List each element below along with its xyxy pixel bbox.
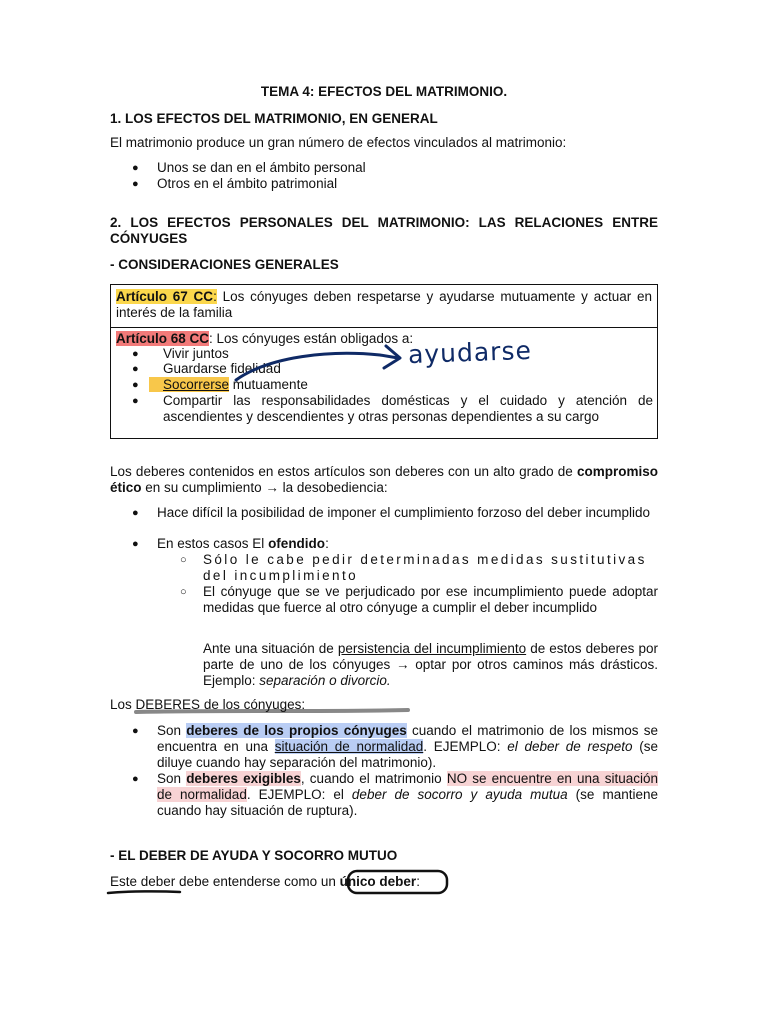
underline-stroke <box>108 891 180 893</box>
text-run: Son <box>157 771 187 786</box>
ofendido-term: ofendido <box>268 536 326 551</box>
persistencia-paragraph <box>203 641 658 689</box>
text-run: . EJEMPLO: <box>423 739 508 754</box>
section-2-subheading: - CONSIDERACIONES GENERALES <box>110 257 339 272</box>
socorro-term: deber de socorro y ayuda mutua <box>351 787 568 802</box>
bullet-dot: ● <box>132 538 139 550</box>
text-run: : <box>416 874 420 889</box>
propios-conyuges-term: deberes de los propios cónyuges <box>186 723 407 738</box>
article-68-label: Artículo 68 CC <box>116 331 210 346</box>
list-item <box>157 723 658 771</box>
article-67-label: Artículo 67 CC <box>116 289 214 304</box>
bullet-dot: ● <box>132 363 139 375</box>
bullet-dot: ● <box>132 395 139 407</box>
list-item: Unos se dan en el ámbito personal <box>157 160 366 175</box>
page-title: TEMA 4: EFECTOS DEL MATRIMONIO. <box>260 84 508 99</box>
sub-list-item: Sólo le cabe pedir determinadas medidas sustitutivas del incumplimiento <box>203 552 647 583</box>
no-normalidad-term: NO se encuentre en una situación de normalidad <box>157 771 658 802</box>
bullet-dot: ● <box>132 379 139 391</box>
section-3-heading: - EL DEBER DE AYUDA Y SOCORRO MUTUO <box>110 848 398 863</box>
respeto-term: el deber de respeto <box>507 739 633 754</box>
section-2-heading: 2. LOS EFECTOS PERSONALES DEL MATRIMONIO: LAS RELACIONES ENTRE CÓNYUGES <box>110 215 658 246</box>
bullet-dot: ● <box>132 725 139 737</box>
deberes-paragraph <box>110 464 658 496</box>
normalidad-term: situación de normalidad <box>274 739 424 754</box>
list-item: Otros en el ámbito patrimonial <box>157 176 338 191</box>
mutuamente-word: mutuamente <box>229 377 308 392</box>
section-3-text <box>110 874 658 890</box>
bullet-dot: ● <box>132 773 139 785</box>
text-run: , cuando el matrimonio <box>300 771 447 786</box>
sub-list-item: El cónyuge que se ve perjudicado por ese incumplimiento puede adoptar medidas que fuerce al otro cónyuge a cumplir el deber incumplido <box>203 584 658 615</box>
deberes-heading-line <box>110 697 658 713</box>
circle-bullet: ○ <box>180 586 187 598</box>
list-item <box>157 771 658 819</box>
text-run: cuando el matrimonio de los mismos se encuentra en una <box>157 723 658 754</box>
text-run: de los cónyuges: <box>200 697 306 712</box>
box-item-fidelidad: Guardarse fidelidad <box>163 361 281 376</box>
article-67-body: Los cónyuges deben respetarse y ayudarse mutuamente y actuar en interés de la familia <box>116 289 652 320</box>
text-run: (se diluye cuando hay separación del matrimonio). <box>157 739 658 770</box>
socorrerse-word: Socorrerse <box>163 377 230 392</box>
text-run: Son <box>157 723 187 738</box>
text-run: debe entenderse como un <box>175 874 340 889</box>
text-run: Los <box>110 697 136 712</box>
article-67-colon: : <box>213 289 217 304</box>
separacion-term: separación o divorcio. <box>259 673 391 688</box>
list-item <box>157 536 658 552</box>
text-run: : <box>325 536 329 551</box>
section-1-intro: El matrimonio produce un gran número de efectos vinculados al matrimonio: <box>110 135 567 150</box>
article-68-intro: : Los cónyuges están obligados a: <box>209 331 414 346</box>
este-deber-term: Este deber <box>110 874 176 889</box>
deberes-term: DEBERES <box>135 697 201 712</box>
text-run: En estos casos El <box>157 536 269 551</box>
text-run: (se mantiene cuando hay situación de ruptura). <box>157 787 658 818</box>
exigibles-term: deberes exigibles <box>186 771 301 786</box>
text-run: de estos deberes por parte de uno de los cónyuges → optar por otros caminos más drásticos. Ejemplo: <box>203 641 658 688</box>
bullet-dot: ● <box>132 348 139 360</box>
list-item: Hace difícil la posibilidad de imponer el cumplimiento forzoso del deber incumplido <box>157 505 651 520</box>
section-1-heading: 1. LOS EFECTOS DEL MATRIMONIO, EN GENERAL <box>110 111 438 126</box>
text-run: Ante una situación de <box>203 641 338 656</box>
annotation-arrow-line <box>236 353 398 380</box>
circle-bullet: ○ <box>180 554 187 566</box>
handwritten-note: ayudarse <box>407 335 533 370</box>
unico-deber-term: único deber <box>339 874 417 889</box>
text-run: en su cumplimiento → la desobediencia: <box>141 480 388 495</box>
box-item-vivir: Vivir juntos <box>163 346 229 361</box>
persistencia-term: persistencia del incumplimiento <box>337 641 527 656</box>
bullet-dot: ● <box>132 507 139 519</box>
text-run: . EJEMPLO: el <box>246 787 352 802</box>
box-item-compartir: Compartir las responsabilidades domésticas y el cuidado y atención de ascendientes y descendientes y otras personas dependientes a su cargo <box>163 393 653 424</box>
compromiso-etico: compromiso ético <box>110 464 658 495</box>
bullet-dot: ● <box>132 162 139 174</box>
bullet-dot: ● <box>132 178 139 190</box>
text-run: Los deberes contenidos en estos artículos son deberes con un alto grado de <box>110 464 577 479</box>
